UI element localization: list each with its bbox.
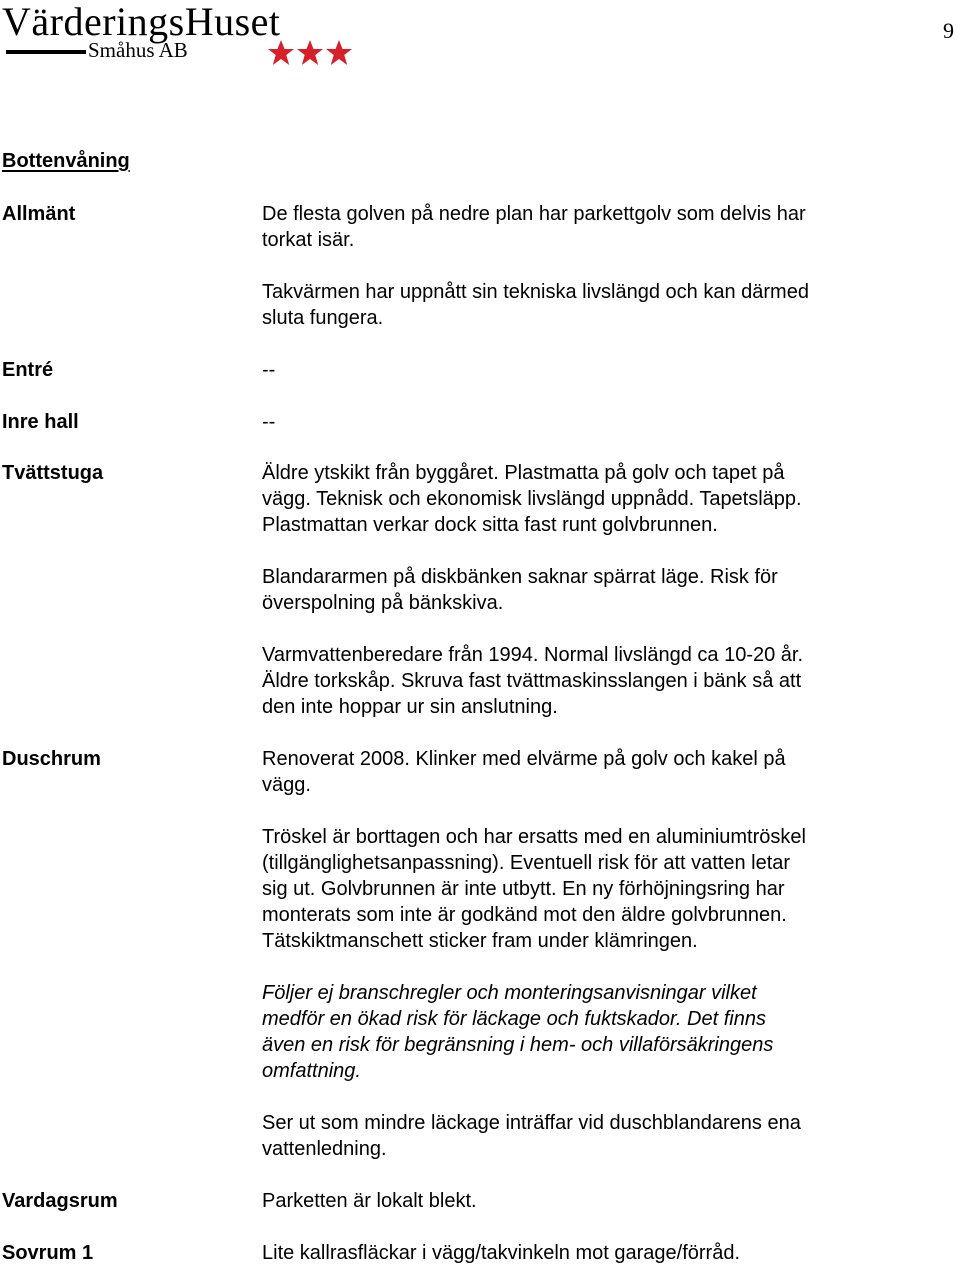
line: vägg. [262, 774, 311, 796]
line: vattenledning. [262, 1138, 387, 1160]
logo-stars-icon [268, 38, 352, 68]
line: De flesta golven på nedre plan har parkettgolv som delvis har [262, 203, 806, 225]
line: Följer ej branschregler och monteringsanvisningar vilket [262, 982, 757, 1004]
paragraph [262, 1110, 952, 1162]
text-inre-hall: -- [262, 411, 276, 433]
label-entre: Entré [2, 359, 54, 381]
line: sluta fungera. [262, 307, 384, 329]
line: Takvärmen har uppnått sin tekniska livslängd och kan därmed [262, 281, 809, 303]
line: Varmvattenberedare från 1994. Normal livslängd ca 10-20 år. [262, 644, 804, 666]
paragraph [262, 642, 952, 720]
paragraph-warning [262, 980, 952, 1084]
line: Blandararmen på diskbänken saknar spärrat läge. Risk för [262, 566, 778, 588]
line: Plastmattan verkar dock sitta fast runt golvbrunnen. [262, 514, 718, 536]
text-vardagsrum: Parketten är lokalt blekt. [262, 1190, 477, 1212]
text-tvattstuga [262, 460, 952, 720]
line: vägg. Teknisk och ekonomisk livslängd uppnådd. Tapetsläpp. [262, 488, 802, 510]
line: Äldre ytskikt från byggåret. Plastmatta på golv och tapet på [262, 462, 785, 484]
line: (tillgänglighetsanpassning). Eventuell risk för att vatten letar [262, 852, 791, 874]
line: Tätskiktmanschett sticker fram under klämringen. [262, 930, 698, 952]
line: Äldre torkskåp. Skruva fast tvättmaskinsslangen i bänk så att [262, 670, 802, 692]
label-allmant: Allmänt [2, 203, 76, 225]
line: medför en ökad risk för läckage och fuktskador. Det finns [262, 1008, 766, 1030]
line: Tröskel är borttagen och har ersatts med en aluminiumtröskel [262, 826, 806, 848]
company-logo [2, 2, 354, 68]
text-sovrum-1: Lite kallrasfläckar i vägg/takvinkeln mot garage/förråd. [262, 1242, 741, 1264]
paragraph [262, 824, 952, 954]
label-sovrum-1: Sovrum 1 [2, 1242, 94, 1264]
label-duschrum: Duschrum [2, 748, 101, 770]
text-allmant [262, 201, 952, 331]
line: omfattning. [262, 1060, 361, 1082]
label-tvattstuga: Tvättstuga [2, 462, 104, 484]
logo-wordmark: VärderingsHuset [2, 0, 281, 44]
line: överspolning på bänkskiva. [262, 592, 504, 614]
line: Ser ut som mindre läckage inträffar vid duschblandarens ena [262, 1112, 801, 1134]
logo-subtitle: Småhus AB [88, 38, 188, 62]
section-title: Bottenvåning [2, 150, 130, 172]
paragraph [262, 201, 952, 253]
line: den inte hoppar ur sin anslutning. [262, 696, 558, 718]
paragraph [262, 746, 952, 798]
label-vardagsrum: Vardagsrum [2, 1190, 118, 1212]
text-entre: -- [262, 359, 276, 381]
line: även en risk för begränsning i hem- och villaförsäkringens [262, 1034, 774, 1056]
logo-rule [6, 50, 86, 54]
label-inre-hall: Inre hall [2, 411, 79, 433]
line: torkat isär. [262, 229, 355, 251]
line: Renoverat 2008. Klinker med elvärme på golv och kakel på [262, 748, 786, 770]
paragraph [262, 279, 952, 331]
paragraph [262, 460, 952, 538]
paragraph [262, 564, 952, 616]
text-duschrum [262, 746, 952, 1162]
line: monterats som inte är godkänd mot den äldre golvbrunnen. [262, 904, 787, 926]
line: sig ut. Golvbrunnen är inte utbytt. En ny förhöjningsring har [262, 878, 785, 900]
page-number: 9 [943, 18, 954, 43]
